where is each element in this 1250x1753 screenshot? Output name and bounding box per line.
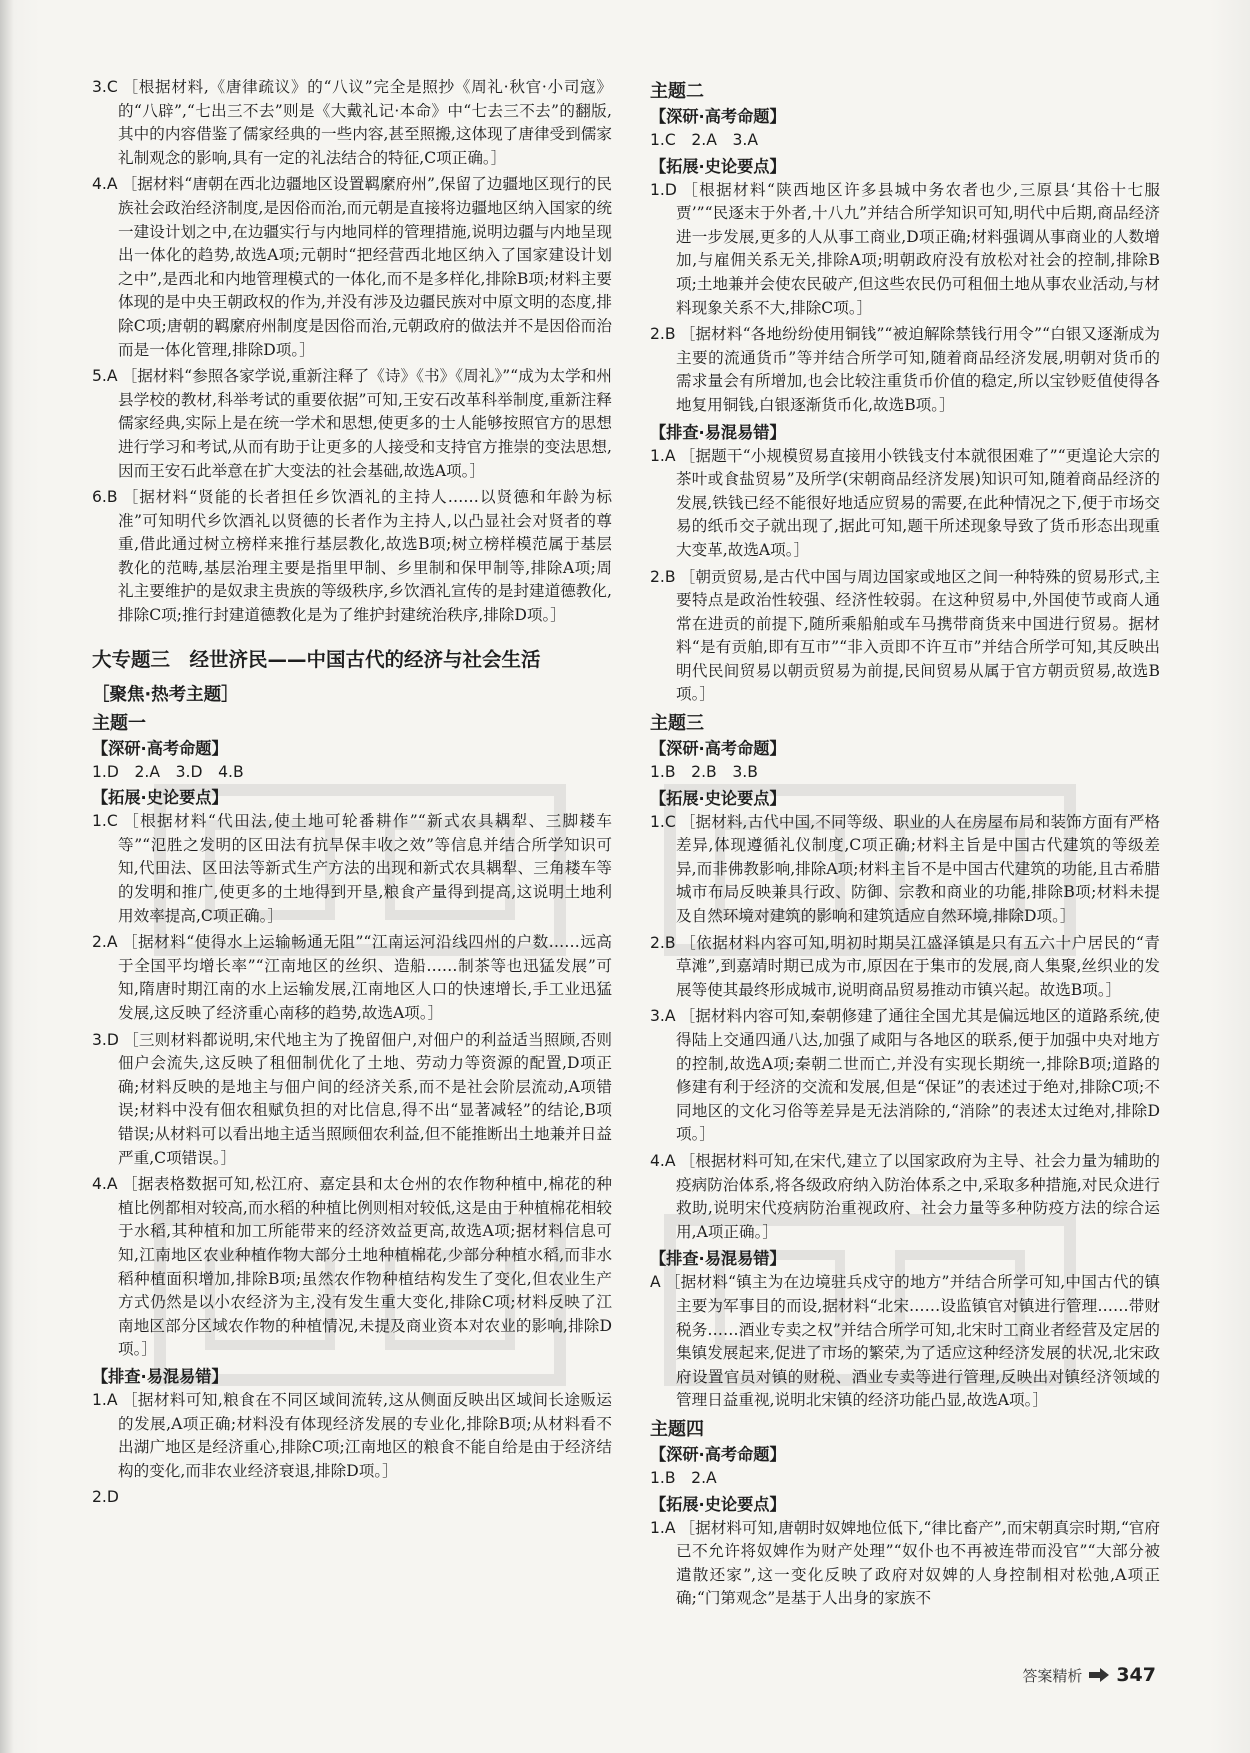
subsection-heading: 【拓展·史论要点】 — [650, 788, 786, 808]
subsection-heading: 【深研·高考命题】 — [650, 1444, 786, 1464]
answer-item: 1.C ［根据材料“代田法,使土地可轮番耕作”“新式农具耦犁、三脚耧车等”“氾胜之发明的区田法有抗旱保丰收之效”等信息并结合所学知识可知,代田法、区田法等新式生产方法的出现和新式农具耦犁、三角耧车等的发明和推广,使更多的土地得到开垦,粮食产量得到提高,这说明土地利用效率提高,C项正确。］ — [92, 812, 612, 925]
answer-item: 1.A ［据材料可知,唐朝时奴婢地位低下,“律比畜产”,而宋朝真宗时期,“官府已不允许将奴婢作为财产处理”“奴仆也不再被连带而没官”“大部分被遣散还家”,这一变化反映了政府对奴婢的人身控制相对松弛,A项正确;“门第观念”是基于人出身的家族不 — [650, 1518, 1160, 1608]
answer-key-line: 1.D 2.A 3.D 4.B — [92, 762, 244, 781]
page-footer — [1022, 1664, 1156, 1686]
theme-heading: 主题二 — [650, 81, 704, 102]
answer-item: 3.C ［根据材料,《唐律疏议》的“八议”完全是照抄《周礼·秋官·小司寇》的“八辟”,“七出三不去”则是《大戴礼记·本命》中“七去三不去”的翻版,其中的内容借鉴了儒家经典的一些内容,甚至照搬,这体现了唐律受到儒家礼制观念的影响,具有一定的礼法结合的特征,C项正确。］ — [92, 78, 612, 167]
answer-key-line: 2.D — [92, 1488, 119, 1507]
answer-item: 5.A ［据材料“参照各家学说,重新注释了《诗》《书》《周礼》”“成为太学和州县学校的教材,科举考试的重要依据”可知,王安石改革科举制度,重新注释儒家经典,实际上是在统一学术和思想,使更多的士人能够按照官方的思想进行学习和考试,从而有助于让更多的人接受和支持官方推崇的变法思想,因而王安石此举意在扩大变法的社会基础,故选A项。］ — [92, 367, 612, 480]
answer-item: 4.A ［根据材料可知,在宋代,建立了以国家政府为主导、社会力量为辅助的疫病防治体系,将各级政府纳入防治体系之中,采取多种措施,对民众进行救助,说明宋代疫病防治重视政府、社会力量等多种防疫方法的综合运用,A项正确。］ — [650, 1151, 1160, 1241]
subsection-heading: 【深研·高考命题】 — [92, 738, 228, 758]
answer-item: 1.D ［根据材料“陕西地区许多县城中务农者也少,三原县‘其俗十七服贾’”“民逐末于外者,十八九”并结合所学知识可知,明代中后期,商品经济进一步发展,更多的人从事工商业,D项正确;材料强调从事商业的人数增加,与雇佣关系无关,排除A项;明朝政府没有放松对社会的控制,排除B项;土地兼并会使农民破产,但这些农民仍可租佃土地从事农业活动,与材料现象关系不大,排除C项。］ — [650, 180, 1160, 317]
theme-heading: 主题一 — [92, 712, 146, 734]
right-column — [650, 76, 1160, 1614]
answer-item: 1.A ［据材料可知,粮食在不同区域间流转,这从侧面反映出区域间长途贩运的发展,A项正确;材料没有体现经济发展的专业化,排除B项;从材料看不出湖广地区是经济重心,排除C项;江南地区的粮食不能自给是由于经济结构的变化,而非农业经济衰退,排除D项。］ — [92, 1390, 612, 1480]
subsection-heading: 【排查·易混易错】 — [650, 422, 786, 442]
theme-heading: 主题三 — [650, 713, 704, 735]
answer-key-line: 1.B 2.A — [650, 1468, 717, 1487]
left-column — [92, 76, 612, 1512]
answer-key-line: 1.B 2.B 3.B — [650, 763, 758, 782]
answer-item: 3.A ［据材料内容可知,秦朝修建了通往全国尤其是偏远地区的道路系统,使得陆上交通四通八达,加强了咸阳与各地区的联系,便于加强中央对地方的控制,故选A项;秦朝二世而亡,并没有实现长期统一,排除B项;道路的修建有利于经济的交流和发展,但是“保证”的表述过于绝对,排除C项;不同地区的文化习俗等差异是无法消除的,“消除”的表述太过绝对,排除D项。］ — [650, 1007, 1160, 1144]
answer-item: 3.D ［三则材料都说明,宋代地主为了挽留佃户,对佃户的利益适当照顾,否则佃户会流失,这反映了租佃制优化了土地、劳动力等资源的配置,D项正确;材料反映的是地主与佃户间的经济关系,而不是社会阶层流动,A项错误;材料中没有佃农租赋负担的对比信息,得不出“显著减轻”的结论,B项错误;从材料可以看出地主适当照顾佃农利益,但不能推断出土地兼并日益严重,C项错误。］ — [92, 1030, 612, 1167]
answer-item: 2.B ［朝贡贸易,是古代中国与周边国家或地区之间一种特殊的贸易形式,主要特点是政治性较强、经济性较弱。在这种贸易中,外国使节或商人通常在进贡的前提下,随所乘船舶或车马携带商货来中国进行贸易。据材料“是有贡舶,即有互市”“非入贡即不许互市”并结合所学可知,其反映出明代民间贸易以朝贡贸易为前提,民间贸易从属于官方朝贡贸易,故选B项。］ — [650, 567, 1160, 704]
section-title: 大专题三 经世济民——中国古代的经济与社会生活 — [92, 647, 541, 671]
subsection-heading: 【拓展·史论要点】 — [92, 788, 228, 808]
answer-item: 4.A ［据材料“唐朝在西北边疆地区设置羁縻府州”,保留了边疆地区现行的民族社会政治经济制度,是因俗而治,而元朝是直接将边疆地区纳入国家的统一建设计划之中,在边疆实行与内地同样的管理措施,说明边疆与内地呈现出一体化的趋势,故选A项;元朝时“把经营西北地区纳入了国家建设计划之中”,是西北和内地管理模式的一体化,而不是多样化,排除B项;材料主要体现的是中央王朝政权的作为,并没有涉及边疆民族对中原文明的态度,排除C项;唐朝的羁縻府州制度是因俗而治,元朝政府的做法并不是因俗而治而是一体化管理,排除D项。］ — [92, 175, 612, 359]
theme-heading: 主题四 — [650, 1418, 704, 1440]
answer-item: 1.C ［据材料,古代中国,不同等级、职业的人在房屋布局和装饰方面有严格差异,体现遵循礼仪制度,C项正确;材料主旨是中国古代建筑的等级差异,而非佛教影响,排除A项;材料主旨不是中国古代建筑的功能,且古希腊城市布局反映兼具行政、防御、宗教和商业的功能,排除B项;材料未提及自然环境对建筑的影响和建筑适应自然环境,排除D项。］ — [650, 812, 1160, 926]
arrow-right-icon — [1088, 1667, 1110, 1683]
subsection-heading: 【排查·易混易错】 — [92, 1366, 228, 1386]
subsection-heading: 【深研·高考命题】 — [650, 107, 786, 126]
subsection-heading: 【排查·易混易错】 — [650, 1249, 786, 1269]
footer-label: 答案精析 — [1022, 1666, 1083, 1685]
answer-key-line: 1.C 2.A 3.A — [650, 131, 759, 149]
answer-item: 2.A ［据材料“使得水上运输畅通无阻”“江南运河沿线四州的户数……远高于全国平均增长率”“江南地区的丝织、造船……制茶等也迅猛发展”可知,隋唐时期江南的水上运输发展,江南地区人口的快速增长,手工业迅猛发展,这反映了经济重心南移的趋势,故选A项。］ — [92, 933, 612, 1022]
focus-heading: ［聚焦·热考主题］ — [92, 684, 239, 705]
answer-item: 1.A ［据题干“小规模贸易直接用小铁钱支付本就很困难了”“更遑论大宗的茶叶或食盐贸易”及所学(宋朝商品经济发展)知识可知,随着商品经济的发展,铁钱已经不能很好地适应贸易的需要,在此种情况之下,便于市场交易的纸币交子就出现了,据此可知,题干所述现象导致了货币形态出现重大变革,故选A项。］ — [650, 446, 1160, 559]
answer-item: A ［据材料“镇主为在边境驻兵戍守的地方”并结合所学可知,中国古代的镇主要为军事目的而设,据材料“北宋……设监镇官对镇进行管理……带财税务……酒业专卖之权”并结合所学可知,北宋时工商业者经营及定居的集镇发展起来,促进了市场的繁荣,为了适应这种经济发展的状况,北宋政府设置官员对镇的财税、酒业专卖等进行管理,反映出对镇经济领域的管理日益重视,说明北宋镇的经济功能凸显,故选A项。］ — [650, 1273, 1160, 1410]
answer-item: 4.A ［据表格数据可知,松江府、嘉定县和太仓州的农作物种植中,棉花的种植比例都相对较高,而水稻的种植比例则相对较低,这是由于种植棉花相较于水稻,其种植和加工所能带来的经济效益更高,故选A项;据材料信息可知,江南地区农业种植作物大部分土地种植棉花,少部分种植水稻,而非水稻种植面积增加,排除B项;虽然农作物种植结构发生了变化,但农业生产方式仍然是以小农经济为主,没有发生重大变化,排除C项;材料反映了江南地区部分区域农作物的种植情况,未提及商业资本对农业的影响,排除D项。］ — [92, 1175, 612, 1359]
page-number: 347 — [1116, 1664, 1156, 1686]
answer-item: 2.B ［依据材料内容可知,明初时期吴江盛泽镇是只有五六十户居民的“青草滩”,到嘉靖时期已成为市,原因在于集市的发展,商人集聚,丝织业的发展等使其最终形成城市,说明商品贸易推动市镇兴起。故选B项。］ — [650, 933, 1160, 999]
answer-item: 2.B ［据材料“各地纷纷使用铜钱”“被迫解除禁钱行用令”“白银又逐渐成为主要的流通货币”等并结合所学可知,随着商品经济发展,明朝对货币的需求量会有所增加,也会比较注重货币价值的稳定,所以宝钞贬值使得各地复用铜钱,白银逐渐货币化,故选B项。］ — [650, 325, 1160, 414]
subsection-heading: 【拓展·史论要点】 — [650, 1494, 786, 1514]
subsection-heading: 【深研·高考命题】 — [650, 739, 786, 759]
subsection-heading: 【拓展·史论要点】 — [650, 156, 786, 176]
answer-item: 6.B ［据材料“贤能的长者担任乡饮酒礼的主持人……以贤德和年龄为标准”可知明代乡饮酒礼以贤德的长者作为主持人,以凸显社会对贤者的尊重,借此通过树立榜样来推行基层教化,故选B项;树立榜样模范属于基层教化的范畴,基层治理主要是指里甲制、乡里制和保甲制等,排除A项;周礼主要维护的是奴隶主贵族的等级秩序,乡饮酒礼宣传的是封建道德教化,排除C项;推行封建道德教化是为了维护封建统治秩序,排除D项。］ — [92, 488, 612, 625]
